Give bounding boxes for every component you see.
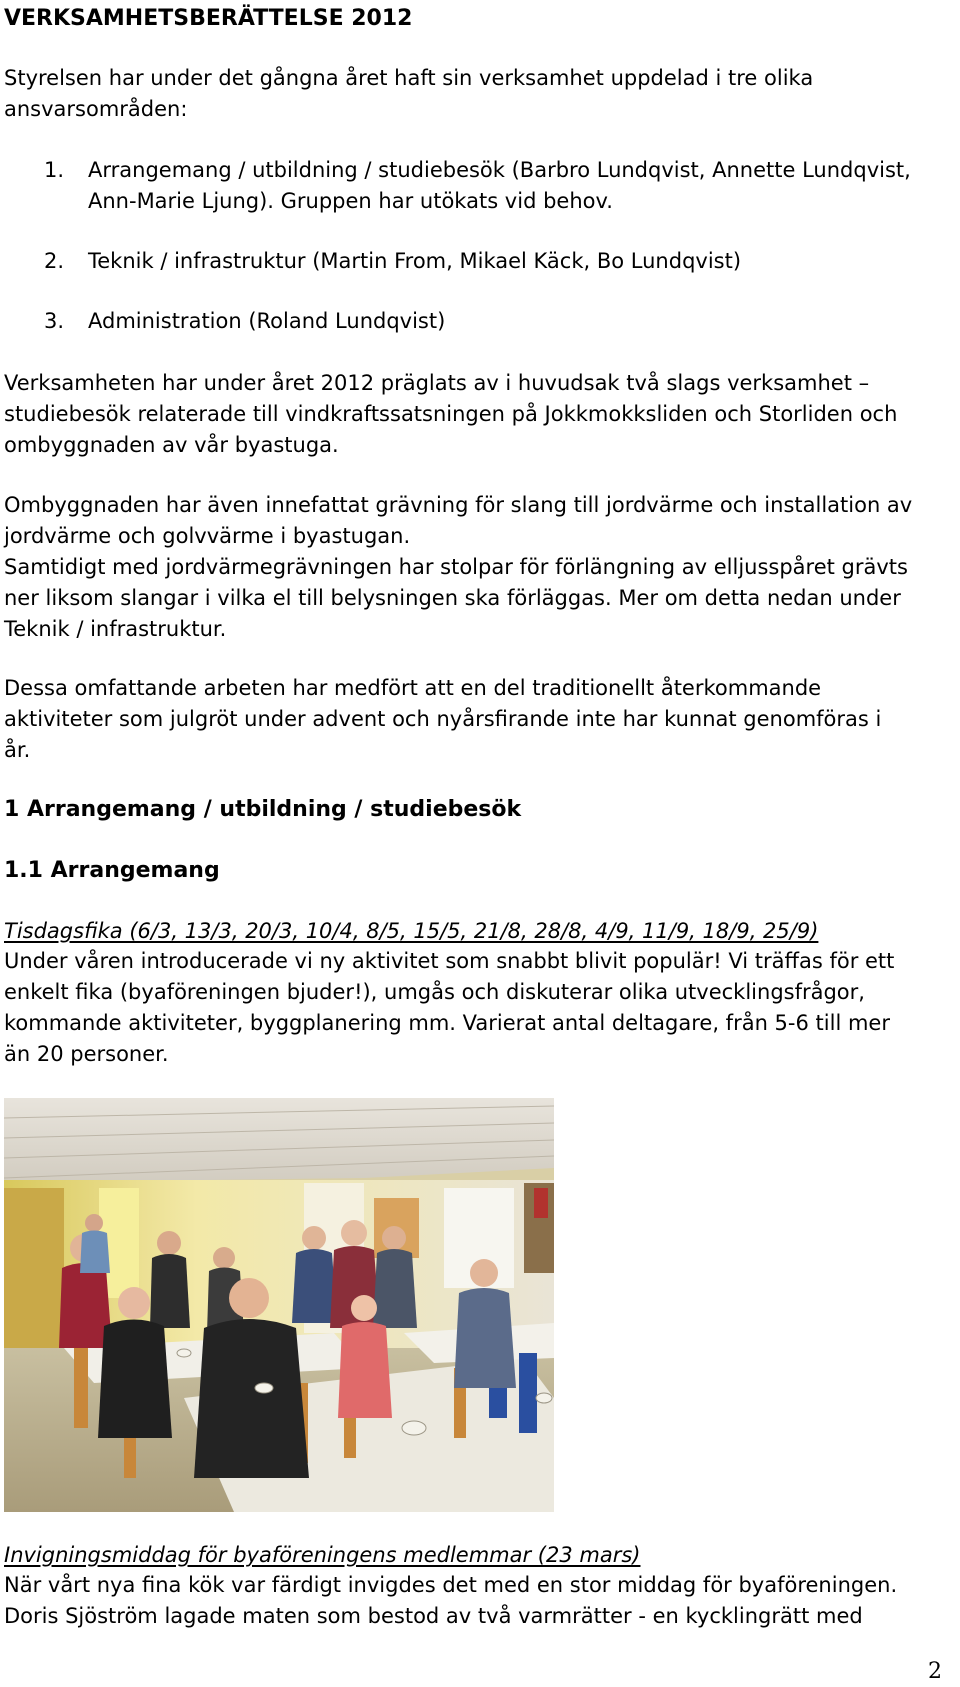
subsection-heading: 1.1 Arrangemang [4,858,220,883]
event-description: När vårt nya fina kök var färdigt invigdes det med en stor middag för byaföreningen. Doris Sjöström lagade maten som bestod av två varmrätter - en kycklingrätt med [4,1573,898,1628]
page-number: 2 [928,1659,942,1684]
section-heading: 1 Arrangemang / utbildning / studiebesök [4,797,522,822]
body-paragraph: Dessa omfattande arbeten har medfört att en del traditionellt återkommande aktiviteter som julgröt under advent och nyårsfirande inte har kunnat genomföras i år. [4,676,882,762]
list-text: Arrangemang / utbildning / studiebesök (Barbro Lundqvist, Annette Lundqvist, Ann-Marie Ljung). Gruppen har utökats vid behov. [88,158,911,213]
document-title: VERKSAMHETSBERÄTTELSE 2012 [4,6,413,31]
photo-illustration [4,1098,554,1512]
list-number: 2. [44,249,65,273]
tisdagsfika-photo [4,1098,554,1512]
body-paragraph: Ombyggnaden har även innefattat grävning för slang till jordvärme och installation av jordvärme och golvvärme i byastugan. Samtidigt med jordvärmegrävningen har stolpar för förlängning av elljusspåret grävts ner liksom slangar i vilka el till belysningen ska förläggas. Mer om detta nedan under Teknik / infrastruktur. [4,493,913,641]
list-item [44,306,446,337]
list-item [44,246,742,277]
list-text: Teknik / infrastruktur (Martin From, Mikael Käck, Bo Lundqvist) [88,249,742,273]
event-title: Invigningsmiddag för byaföreningens medlemmar (23 mars) [4,1543,641,1567]
list-number: 3. [44,309,65,333]
event-title: Tisdagsfika (6/3, 13/3, 20/3, 10/4, 8/5, 15/5, 21/8, 28/8, 4/9, 11/9, 18/9, 25/9) [4,919,819,943]
list-number: 1. [44,158,65,182]
intro-paragraph: Styrelsen har under det gångna året haft sin verksamhet uppdelad i tre olika ansvarsområden: [4,66,814,121]
list-item [44,155,911,213]
body-paragraph: Verksamheten har under året 2012 präglats av i huvudsak två slags verksamhet – studiebesök relaterade till vindkraftssatsningen på Jokkmokksliden och Storliden och ombyggnaden av vår byastuga. [4,371,898,457]
event-description: Under våren introducerade vi ny aktivitet som snabbt blivit populär! Vi träffas för ett enkelt fika (byaföreningen bjuder!), umgås och diskuterar olika utvecklingsfrågor, kommande aktiviteter, byggplanering mm. Varierat antal deltagare, från 5-6 till mer än 20 personer. [4,949,895,1066]
list-text: Administration (Roland Lundqvist) [88,309,446,333]
